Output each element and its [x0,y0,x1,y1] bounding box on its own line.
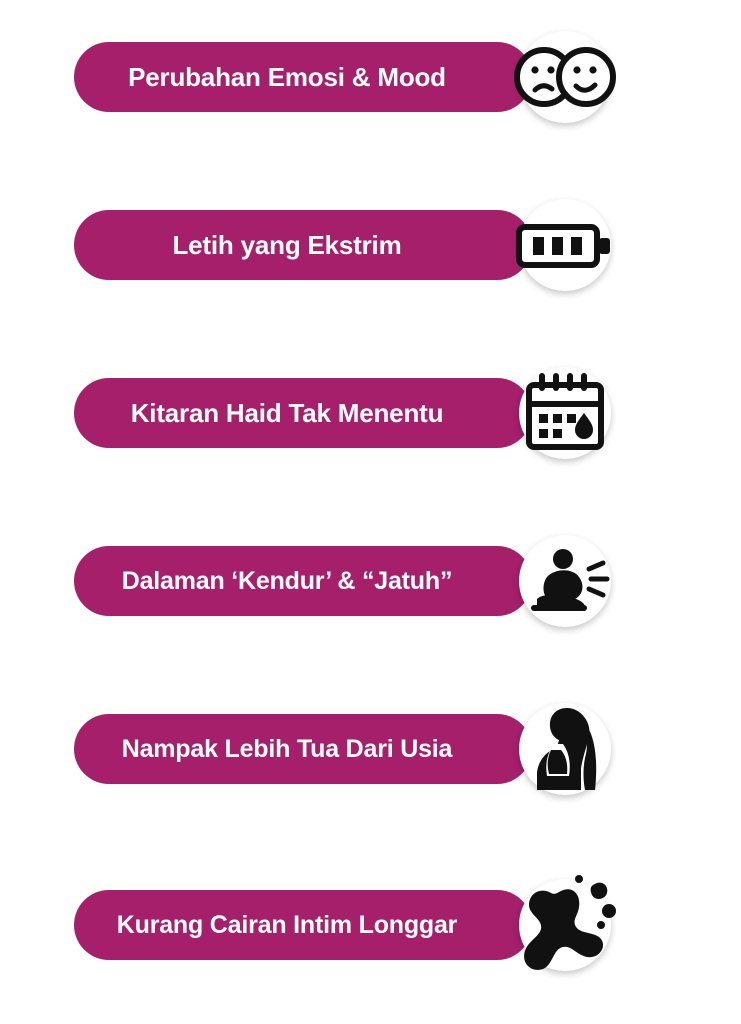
symptom-label-4: Nampak Lebih Tua Dari Usia [121,734,453,763]
liquid-splash-icon [509,873,621,977]
symptom-pill-2[interactable] [74,378,532,448]
person-kneeling-pain-icon [517,543,613,619]
symptom-icon-badge-1 [519,199,611,291]
symptom-icon-badge-2 [519,367,611,459]
list-item [0,175,741,343]
symptom-label-5: Kurang Cairan Intim Longgar [116,910,458,939]
symptom-pill-0[interactable] [74,42,532,112]
symptom-pill-1[interactable] [74,210,532,280]
calendar-blood-drop-icon [522,371,608,455]
list-item [0,0,741,175]
symptom-label-1: Letih yang Ekstrim [172,230,402,260]
symptom-icon-badge-0 [519,31,611,123]
list-item [0,847,741,1024]
symptom-icon-badge-4 [519,703,611,795]
symptom-pill-5[interactable] [74,890,532,960]
symptom-label-3: Dalaman ‘Kendur’ & “Jatuh” [121,566,453,595]
two-faces-sad-happy-icon [511,46,619,108]
list-item [0,679,741,847]
woman-silhouette-icon [525,706,605,792]
battery-low-icon [515,217,615,273]
symptom-label-0: Perubahan Emosi & Mood [128,62,446,92]
symptom-icon-badge-3 [519,535,611,627]
symptom-icon-badge-5 [519,879,611,971]
list-item [0,511,741,679]
symptom-label-2: Kitaran Haid Tak Menentu [130,398,444,428]
symptom-pill-3[interactable] [74,546,532,616]
symptom-pill-4[interactable] [74,714,532,784]
list-item [0,343,741,511]
